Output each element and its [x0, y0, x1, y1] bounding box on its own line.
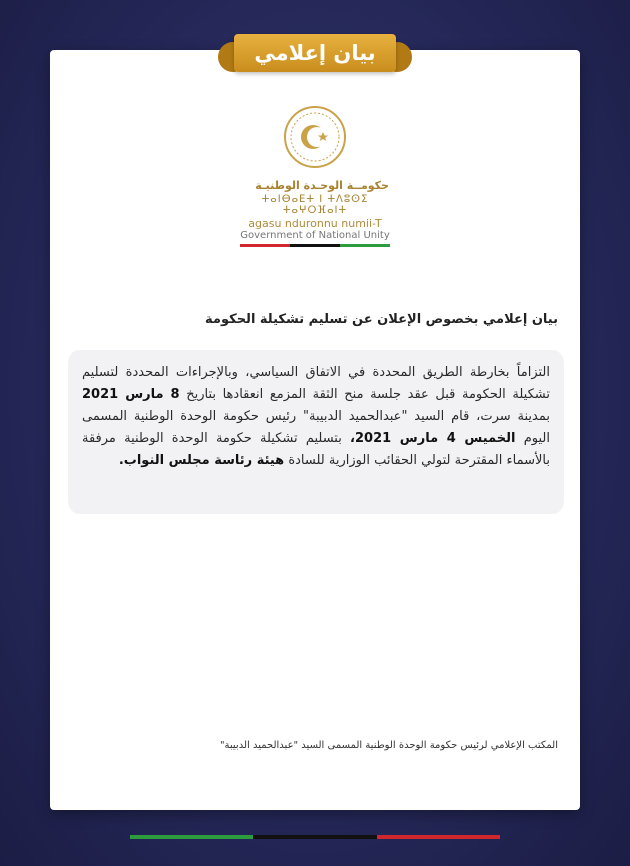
body-text-part1: التزاماً بخارطة الطريق المحددة في الاتفاق السياسي، وبالإجراءات المحددة لتسليم تشكيلة الحكومة قبل عقد جلسة منح الثقة المزمع انعقادها بتاريخ — [82, 365, 550, 402]
logo-tifinagh-text: ⵜⴰⵏⴱⴰⴹⵜ ⵏ ⵜⴷⵓⵙⵉ ⵜⴰⵖⵔⴼⴰⵏⵜ — [261, 194, 369, 216]
statement-body — [68, 350, 564, 514]
bottom-flag-stripe — [130, 835, 500, 839]
logo-flag-stripe — [240, 244, 390, 247]
body-text-part2: بمدينة سرت، قام السيد "عبدالحميد الدبيبة" رئيس حكومة الوحدة الوطنية المسمى اليوم — [82, 409, 550, 446]
logo-amazigh-text: agasu nduronnu numii-T — [248, 217, 382, 230]
government-logo — [235, 105, 395, 247]
statement-footer: المكتب الإعلامي لرئيس حكومة الوحدة الوطنية المسمى السيد "عبدالحميد الدبيبة" — [219, 740, 558, 751]
body-date-delivery: الخميس 4 مارس 2021، — [350, 431, 516, 446]
crescent-star-emblem-icon — [283, 105, 347, 169]
logo-english-text: Government of National Unity — [240, 230, 390, 241]
body-date-session: 8 مارس 2021 — [82, 387, 180, 402]
badge-label: بيان إعلامي — [234, 34, 396, 72]
body-text-part3: بتسليم تشكيلة حكومة الوحدة الوطنية مرفقة بالأسماء المقترحة لتولي الحقائب الوزارية للسادة — [82, 431, 550, 468]
statement-badge — [210, 34, 420, 74]
statement-headline: بيان إعلامي بخصوص الإعلان عن تسليم تشكيلة الحكومة — [205, 312, 558, 327]
body-recipient: هيئة رئاسة مجلس النواب. — [118, 453, 285, 468]
logo-arabic-text: حكومــة الوحـدة الوطنيـة — [255, 179, 389, 192]
